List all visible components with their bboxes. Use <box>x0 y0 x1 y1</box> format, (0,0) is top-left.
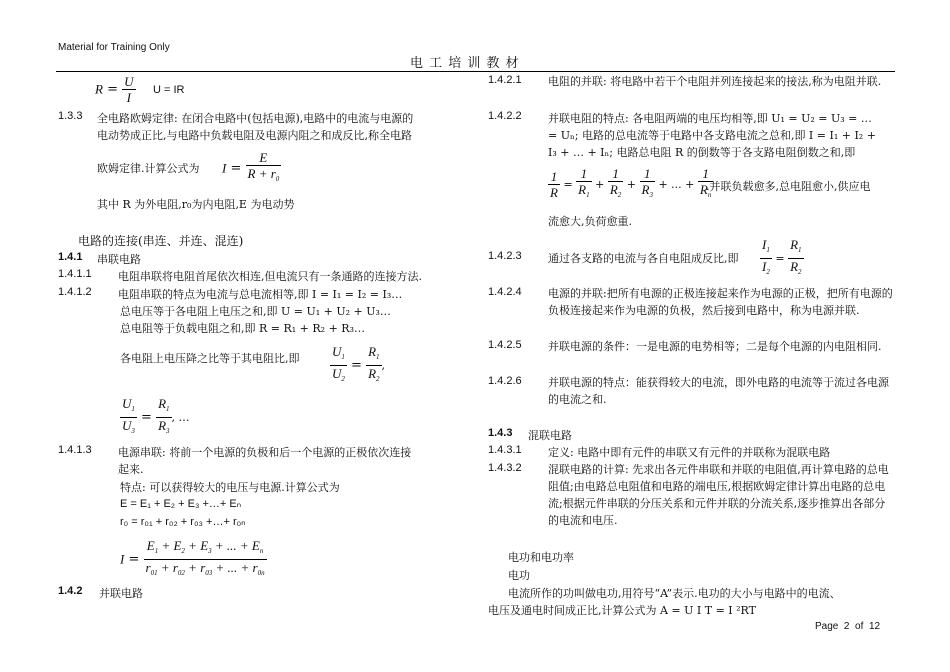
section-number: 1.4.2 <box>58 585 83 597</box>
section-heading: 电功和电功率 <box>508 551 574 564</box>
section-number: 1.4.1.3 <box>58 444 92 456</box>
section-number: 1.4.2.2 <box>488 110 522 122</box>
body-text: .并联负载愈多,总电阻愈小,供应电 <box>706 180 871 193</box>
body-text: 总电阻等于负载电阻之和,即 R = R₁ + R₂ + R₃… <box>120 322 365 335</box>
section-title: 串联电路 <box>97 253 141 266</box>
section-number: 1.4.2.3 <box>488 250 522 262</box>
body-text: 各电阻上电压降之比等于其电阻比,即 <box>120 352 300 365</box>
body-text: 电压及通电时间成正比,计算公式为 A = U I T = I ²RT <box>488 604 756 617</box>
section-title: 并联电路 <box>99 587 143 600</box>
body-text: 欧姆定律.计算公式为 <box>97 162 200 175</box>
body-text: 并联电阻的特点: 各电阻两端的电压均相等,即 U₁ = U₂ = U₃ = … <box>548 112 872 125</box>
page-of: of <box>855 621 864 632</box>
body-text: 电阻串联的特点为电流与总电流相等,即 I = I₁ = I₂ = I₃… <box>118 288 403 301</box>
full-circuit-ohm-formula: I = $\frac{E}{R + r_0}$ <box>222 150 280 183</box>
section-number: 1.4.1 <box>58 251 83 263</box>
section-heading: 电路的连接(串连、并连、混连) <box>78 234 244 248</box>
voltage-ratio-formula-2: $\frac{U_1}{U_3}$ = $\frac{R_1}{R_3}$ , … <box>122 396 190 435</box>
body-text: 电阻串联将电阻首尾依次相连,但电流只有一条通路的连接方法. <box>118 270 422 283</box>
body-text: 其中 R 为外电阻,r₀为内电阻,E 为电动势 <box>97 198 295 211</box>
section-number: 1.3.3 <box>58 110 83 122</box>
page-footer <box>815 621 880 632</box>
body-text: 流愈大,负荷愈重. <box>548 215 632 228</box>
parallel-resistance-formula: $\frac{1}{R}$ = $\frac{1}{R_1}$ + $\frac{1}{R_2}$ + $\frac{1}{R_3}$ + ... + $\frac{1}{R_n}$ <box>550 166 712 200</box>
body-text: 定义: 电路中即有元件的串联又有元件的并联称为混联电路 <box>548 446 831 459</box>
page-label: Page <box>815 621 839 632</box>
body-text: = Uₙ; 电路的总电流等于电路中各支路电流之总和,即 I = I₁ + I₂ + <box>548 129 876 142</box>
header-left-text: Material for Training Only <box>58 42 170 53</box>
section-number: 1.4.3.2 <box>488 462 522 474</box>
body-text: I₃ + … + Iₙ; 电路总电阻 R 的倒数等于各支路电阻倒数之和,即 <box>548 146 856 159</box>
page-total: 12 <box>868 621 881 632</box>
section-heading: 电功 <box>508 569 530 582</box>
section-number: 1.4.2.4 <box>488 286 522 298</box>
page-title: 电 工 培 训 教 材 <box>410 56 520 71</box>
body-text: 全电路欧姆定律: 在闭合电路中(包括电源),电路中的电流与电源的 <box>97 112 414 125</box>
body-text: 特点: 可以获得较大的电压与电源.计算公式为 <box>120 481 340 494</box>
body-text: 混联电路的计算: 先求出各元件串联和并联的电阻值,再计算电路的总电阻值;由电路总电阻值和电路的端电压,根据欧姆定律计算出电路的总电流;根据元件串联的分压关系和元件并联的分流关系,逐步推算出各部分的电流和电压. <box>548 463 889 527</box>
section-number: 1.4.2.5 <box>488 339 522 351</box>
body-text: 起来. <box>118 463 144 476</box>
section-title: 混联电路 <box>528 429 572 442</box>
body-text: 电源串联: 将前一个电源的负极和后一个电源的正极依次连接 <box>118 446 412 459</box>
ohm-law-formula: R = $\frac{U}{I}$ U = IR <box>95 74 185 105</box>
body-text: 并联电源的条件：一是电源的电势相等；二是每个电源的内电阻相同. <box>548 340 882 353</box>
body-text: 电动势成正比,与电路中负载电阻及电源内阻之和成反比,称全电路 <box>97 129 412 142</box>
body-text: 电阻的并联: 将电路中若干个电阻并列连接起来的接法,称为电阻并联. <box>548 75 882 88</box>
body-text: 总电压等于各电阻上电压之和,即 U = U₁ + U₂ + U₃… <box>120 305 391 318</box>
series-emf-equation: E = E₁ + E₂ + E₃ +…+ Eₙ <box>120 498 242 510</box>
header-rule <box>56 71 895 72</box>
body-text: 电源的并联:把所有电源的正极连接起来作为电源的正极，把所有电源的负极连接起来作为电源的负极，然后接到电路中，称为电源并联. <box>548 287 893 317</box>
body-text: 通过各支路的电流与各自电阻成反比,即 <box>548 252 739 265</box>
section-number: 1.4.2.1 <box>488 74 522 86</box>
series-current-formula: I = $\frac{E_1 + E_2 + E_3 + ... + E_n}{r_{01} + r_{02} + r_{03} + ... + r_{0n}}$ <box>120 538 265 577</box>
voltage-ratio-formula: $\frac{U_1}{U_2}$ = $\frac{R_1}{R_2}$ , <box>332 344 386 383</box>
body-text: 并联电源的特点：能获得较大的电流，即外电路的电流等于流过各电源的电流之和. <box>548 376 889 406</box>
section-number: 1.4.2.6 <box>488 375 522 387</box>
page-number: 2 <box>843 621 850 632</box>
section-number: 1.4.1.2 <box>58 286 92 298</box>
current-ratio-formula: $\frac{I_1}{I_2}$ = $\frac{R_1}{R_2}$ <box>762 237 802 276</box>
section-number: 1.4.3 <box>488 427 513 439</box>
series-resistance-equation: r₀ = r₀₁ + r₀₂ + r₀₃ +…+ r₀ₙ <box>120 516 246 528</box>
section-number: 1.4.3.1 <box>488 444 522 456</box>
section-number: 1.4.1.1 <box>58 268 92 280</box>
body-text: 电流所作的功叫做电功,用符号“A”表示.电功的大小与电路中的电流、 <box>508 587 841 600</box>
